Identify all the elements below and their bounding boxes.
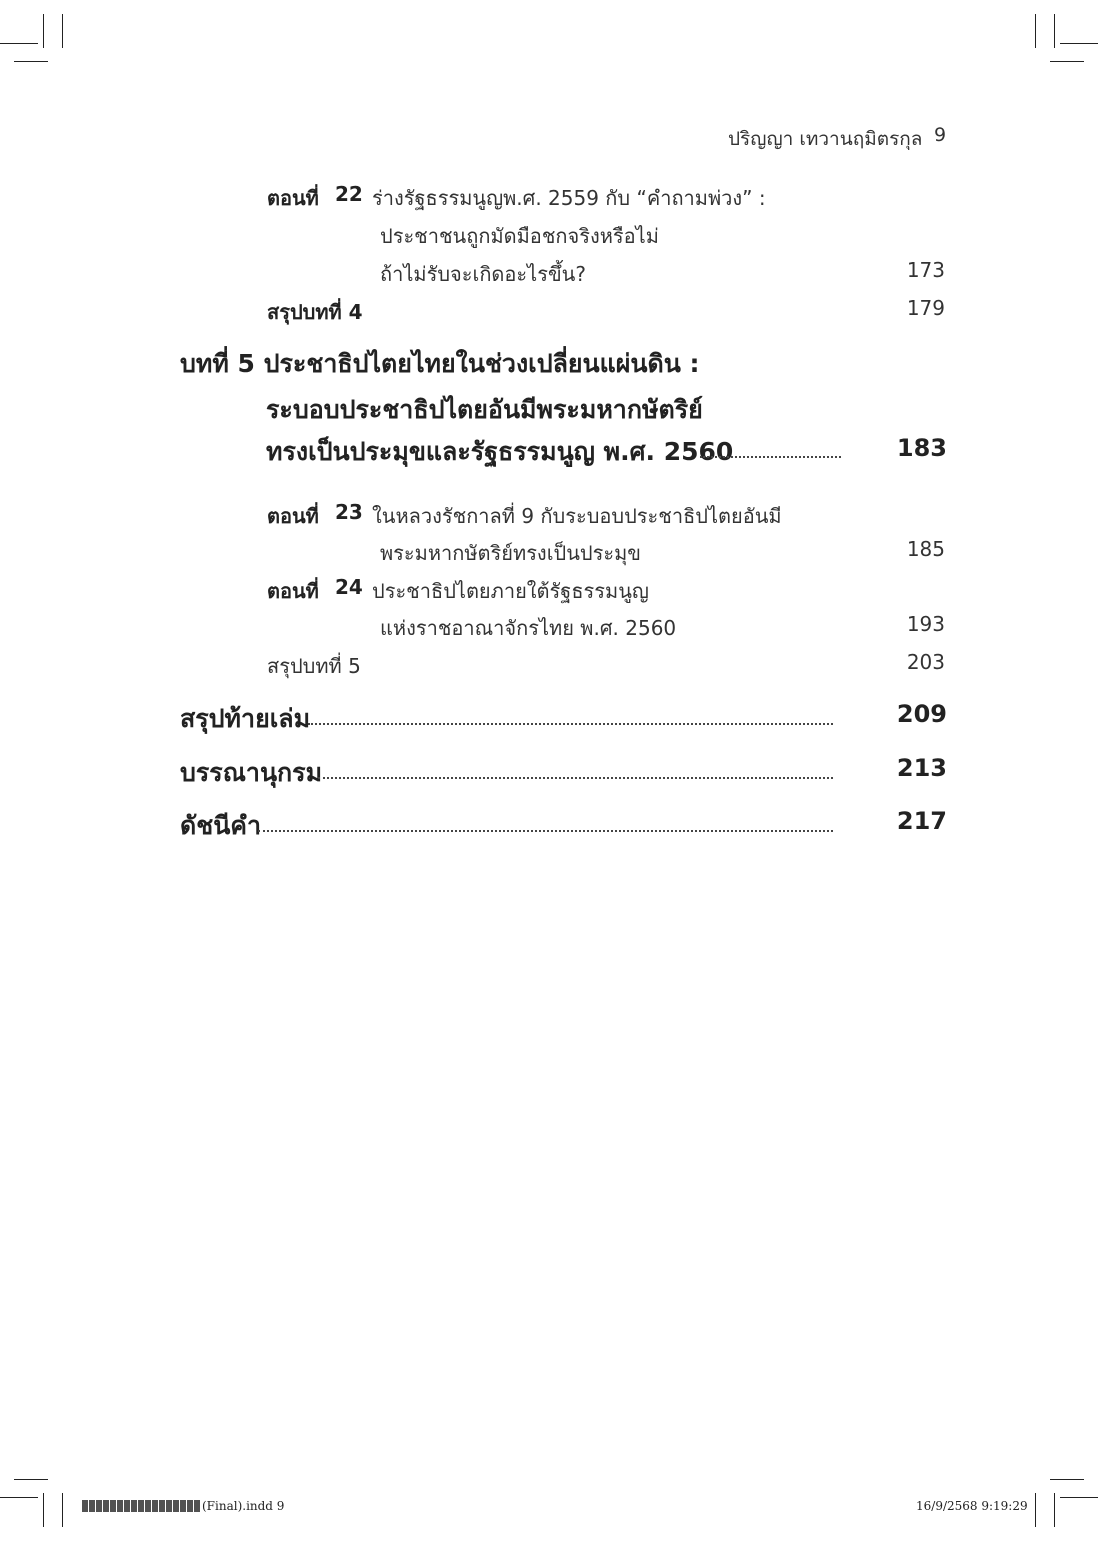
section-page-number: 193 xyxy=(906,612,945,636)
crop-mark xyxy=(62,14,63,48)
back-matter-page-number: 217 xyxy=(896,807,947,835)
crop-mark xyxy=(62,1493,63,1527)
section-number: 23 xyxy=(335,500,363,524)
section-title-line: แห่งราชอาณาจักรไทย พ.ศ. 2560 xyxy=(380,616,677,640)
section-page-number: 173 xyxy=(906,258,945,282)
chapter-title-line: ระบอบประชาธิปไตยอันมีพระมหากษัตริย์ xyxy=(266,395,703,424)
running-header-author: ปริญญา เทวานฤมิตรกุล xyxy=(728,128,923,150)
back-matter-title: ดัชนีคำ xyxy=(180,811,262,840)
section-title-line: ร่างรัฐธรรมนูญพ.ศ. 2559 กับ “คำถามพ่วง” : xyxy=(372,186,766,210)
slug-file-name: (Final).indd 9 xyxy=(202,1499,285,1513)
crop-mark xyxy=(0,1497,38,1498)
crop-mark xyxy=(43,1493,44,1527)
crop-mark xyxy=(1060,43,1098,44)
chapter-summary-page-number: 179 xyxy=(906,296,945,320)
slug-garbled-glyphs xyxy=(82,1500,200,1512)
crop-mark xyxy=(1054,1493,1055,1527)
section-title-line: ถ้าไม่รับจะเกิดอะไรขึ้น? xyxy=(380,262,586,286)
crop-mark xyxy=(1035,1493,1036,1527)
chapter-title-line: บทที่ 5 ประชาธิปไตยไทยในช่วงเปลี่ยนแผ่นดิน : xyxy=(180,349,700,378)
back-matter-title: บรรณานุกรม xyxy=(180,758,323,787)
section-title-line: พระมหากษัตริย์ทรงเป็นประมุข xyxy=(380,541,641,565)
back-matter-page-number: 213 xyxy=(896,754,947,782)
crop-mark xyxy=(14,1479,48,1480)
back-matter-page-number: 209 xyxy=(896,700,947,728)
crop-mark xyxy=(14,61,48,62)
crop-mark xyxy=(43,14,44,48)
crop-mark xyxy=(1054,14,1055,48)
crop-mark xyxy=(1050,61,1084,62)
running-header-page-number: 9 xyxy=(934,124,947,146)
slug-timestamp: 16/9/2568 9:19:29 xyxy=(916,1499,1028,1513)
section-title-line: ในหลวงรัชกาลที่ 9 กับระบอบประชาธิปไตยอันมี xyxy=(372,504,782,528)
chapter-summary-label: สรุปบทที่ 5 xyxy=(267,654,361,678)
dot-leader xyxy=(258,830,833,832)
chapter-summary-page-number: 203 xyxy=(906,650,945,674)
section-label: ตอนที่ xyxy=(267,186,319,210)
dot-leader xyxy=(308,723,833,725)
section-label: ตอนที่ xyxy=(267,579,319,603)
section-label: ตอนที่ xyxy=(267,504,319,528)
dot-leader xyxy=(700,456,841,458)
section-title-line: ประชาธิปไตยภายใต้รัฐธรรมนูญ xyxy=(372,579,649,603)
chapter-title-line: ทรงเป็นประมุขและรัฐธรรมนูญ พ.ศ. 2560 xyxy=(266,437,734,466)
crop-mark xyxy=(1050,1479,1084,1480)
section-number: 22 xyxy=(335,182,363,206)
chapter-summary-label: สรุปบทที่ 4 xyxy=(267,300,363,324)
section-number: 24 xyxy=(335,575,363,599)
section-page-number: 185 xyxy=(906,537,945,561)
crop-mark xyxy=(1035,14,1036,48)
back-matter-title: สรุปท้ายเล่ม xyxy=(180,704,311,733)
crop-mark xyxy=(1060,1497,1098,1498)
section-title-line: ประชาชนถูกมัดมือชกจริงหรือไม่ xyxy=(380,224,659,248)
dot-leader xyxy=(318,777,833,779)
chapter-page-number: 183 xyxy=(896,434,947,462)
crop-mark xyxy=(0,43,38,44)
